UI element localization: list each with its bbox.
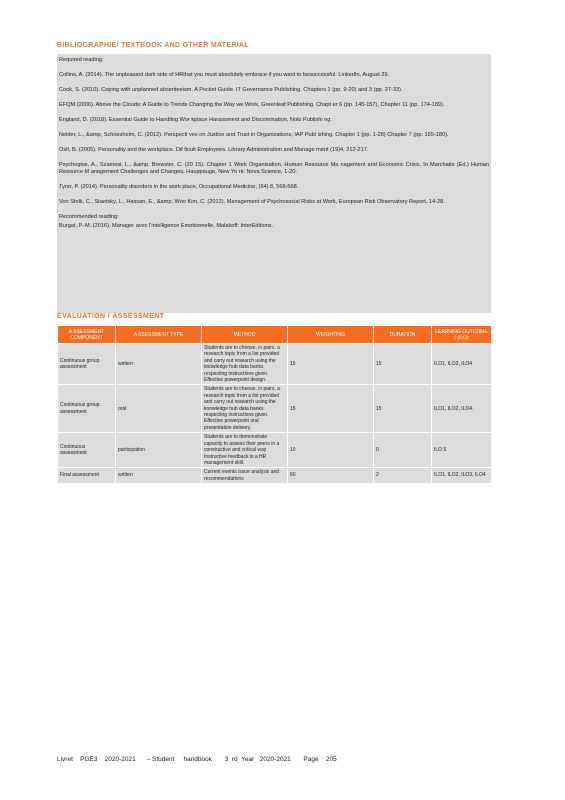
cell-ilo: ILO 5 (432, 433, 492, 468)
header-assessment-type: A SSESSMENT TYPE (116, 326, 202, 344)
bibliography-heading: BIBLIOGRAPHIE/ TEXTBOOK AND OTHER MATERIAL (57, 42, 249, 49)
bibliography-entry: Tyrer, P. (2014). Personality disorders in the work place, Occupational Medicine, (64) 8, 566-568. (59, 184, 299, 190)
cell-type: written (116, 344, 202, 385)
cell-component: Continuous group assessment (58, 344, 116, 385)
bibliography-entry: Von Stolk, C., Staetsky, L., Hassan, E., &amp, Woo Kim, C. (2012). Management of Psychosocial Risks at Work, European Risk Observatory Report, 14-28. (59, 199, 445, 205)
cell-duration: 2 (374, 468, 432, 484)
header-learning-outcome: LEARNING OUTCOME ( (ILO) (432, 326, 492, 344)
cell-method: Students are to demonstrate capacity to assess their peers in a constructive and critical way Instructive feedback is a HR management skill. (202, 433, 288, 468)
table-row (58, 433, 492, 468)
cell-weighting: 10 (288, 433, 374, 468)
cell-component: Final assessment (58, 468, 116, 484)
cell-component: Continuous group assessment (58, 385, 116, 433)
cell-ilo: ILO1, ILO2, ILO4 (432, 344, 492, 385)
page-footer: Livret PGE3 2020-2021 – Student handbook 3 rd Year 2020-2021 Page 205 (57, 756, 337, 763)
recommended-entry: Burgat, P.-M. (2016), Manager avec l'intelligence Emotionnelle, Malakoff: InterEditions. (59, 223, 274, 229)
bibliography-entry: Collins, A. (2014). The unpleasant dark side of HRthat you must absolutely embrace if you want to besuccessful. LinkedIn, August 29. (59, 72, 390, 78)
cell-method: Students are to choose, in pairs, a research topic from a list provided and carry out research using the knowledge hub data banks respecting instructions given. Effective powerpoint design. (202, 344, 288, 385)
header-weighting: WEIGHTING (288, 326, 374, 344)
cell-weighting: 15 (288, 385, 374, 433)
table-row (58, 344, 492, 385)
cell-ilo: ILO1, ILO2, ILO3, ILO4 (432, 468, 492, 484)
bibliography-entry: Psychogios, A., Szamosi, L., &amp, Brewster, C. (20 15). Chapter 1 Work Organization, Human Resource Ma nagement and Economic Crisis, In Marchatio (Ed.) Human Resource M anagement Challenges and Changes, Hauppauge, New Yo rk: Nova Science, 1-20. (59, 162, 489, 175)
header-duration: DURATION (374, 326, 432, 344)
header-method: METHOD (202, 326, 288, 344)
bibliography-entry: Osif, B. (2005). Personality and the workplace. Dif ficult Employees. Library Administration and Manage ment (19)4, 212-217. (59, 147, 369, 153)
assessment-table (57, 325, 492, 484)
cell-ilo: ILO1, ILO2, ILO4. (432, 385, 492, 433)
table-header-row (58, 326, 492, 344)
bibliography-entry: Cook, S. (2010). Coping with unplanned absenteeism. A Pocket Guide. IT Governance Publishing. Chapters 1 (pp. 9-20) and 3 (pp. 27-33). (59, 87, 403, 93)
cell-component: Continuous assessment (58, 433, 116, 468)
bibliography-block (57, 54, 491, 313)
cell-weighting: 15 (288, 344, 374, 385)
cell-duration: 15 (374, 385, 432, 433)
bibliography-entry: Nelder, L., &amp, Schriesheim, C. (2012). Perspecti ves on Justice and Trust in Organizations, IAP Publ ishing. Chapter 1 (pp. 1-28) Chapter 7 (pp. 165-180). (59, 132, 449, 138)
recommended-reading-label: Recommended reading: (59, 214, 119, 220)
cell-duration: 15 (374, 344, 432, 385)
header-assessment-component: A SSESSMENT COMPONENT (58, 326, 116, 344)
table-row (58, 385, 492, 433)
required-reading-label: Required reading: (59, 57, 104, 63)
cell-duration: 0 (374, 433, 432, 468)
table-row (58, 468, 492, 484)
bibliography-entry: England, D. (2018). Essential Guide to Handling Wor kplace Harassment and Discrimination, Nolo Publishi ng. (59, 117, 332, 123)
cell-method: Students are to choose, in pairs, a research topic from a list provided and carry out research using the knowledge hub data banks respecting instructions given. Effective powerpoint oral presentation delivery. (202, 385, 288, 433)
evaluation-heading: EVALUATION / ASSESSMENT (57, 313, 165, 320)
cell-method: Current events issue analysis and recommendations (202, 468, 288, 484)
cell-type: participation (116, 433, 202, 468)
cell-type: oral (116, 385, 202, 433)
bibliography-entry: EFQM (2006). Above the Clouds: A Guide to Trends Changing the Way we Work, Greenleaf Publishing. Chapt er 6 (pp. 145-157), Chapter 11 (pp. 174-189). (59, 102, 445, 108)
cell-type: written (116, 468, 202, 484)
cell-weighting: 60 (288, 468, 374, 484)
